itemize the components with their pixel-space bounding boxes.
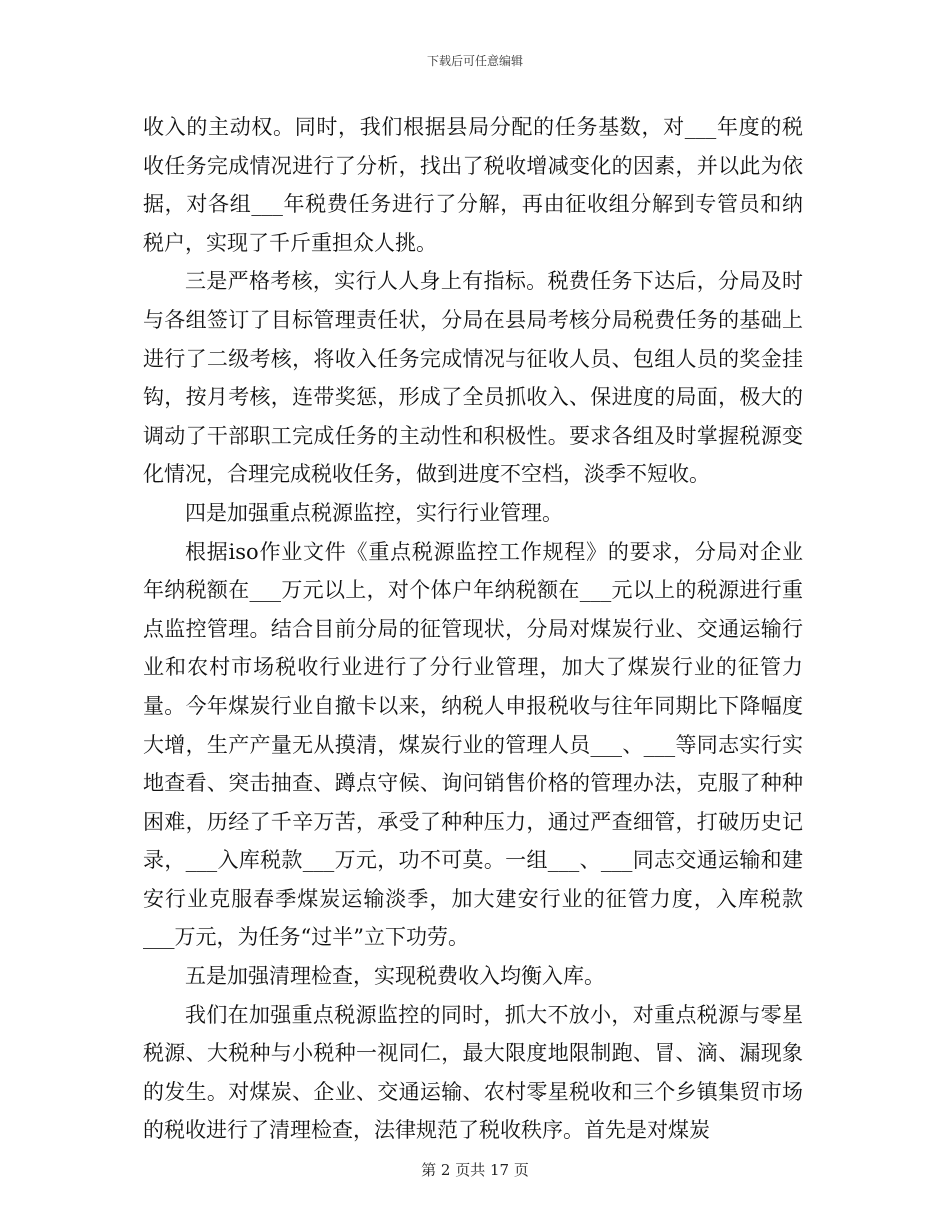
paragraph-heading-cleanup-inspection: 五是加强清理检查，实现税费收入均衡入库。 — [185, 964, 605, 989]
paragraph-strict-assessment: 三是严格考核，实行人人身上有指标。税费任务下达后，分局及时与各组签订了目标管理责任状，分局在县局考核分局税费任务的基础上进行了二级考核，将收入任务完成情况与征收人员、包组人员的奖金挂钩，按月考核，连带奖惩，形成了全员抓收入、保进度的局面，极大的调动了干部职工完成任务的主动性和积极性。要求各组及时掌握税源变化情况，合理完成税收任务，做到进度不空档，淡季不短收。 — [143, 269, 803, 487]
paragraph-continued: 收入的主动权。同时，我们根据县局分配的任务基数，对___年度的税收任务完成情况进行了分析，找出了税收增减变化的因素，并以此为依据，对各组___年税费任务进行了分解，再由征收组分解到专管员和纳税户，实现了千斤重担众人挑。 — [143, 115, 803, 255]
paragraph-cleanup-inspection-detail: 我们在加强重点税源监控的同时，抓大不放小，对重点税源与零星税源、大税种与小税种一视同仁，最大限度地限制跑、冒、滴、漏现象的发生。对煤炭、企业、交通运输、农村零星税收和三个乡镇集贸市场的税收进行了清理检查，法律规范了税收秩序。首先是对煤炭 — [143, 1002, 803, 1143]
page-footer: 第 2 页共 17 页 — [421, 1161, 529, 1179]
page-header: 下载后可任意编辑 — [426, 54, 523, 68]
document-body — [143, 108, 803, 1150]
paragraph-heading-key-tax-source: 四是加强重点税源监控，实行行业管理。 — [185, 500, 563, 525]
paragraph-key-tax-source-detail: 根据iso作业文件《重点税源监控工作规程》的要求，分局对企业年纳税额在___万元以上，对个体户年纳税额在___元以上的税源进行重点监控管理。结合目前分局的征管现状，分局对煤炭行业、交通运输行业和农村市场税收行业进行了分行业管理，加大了煤炭行业的征管力量。今年煤炭行业自撤卡以来，纳税人申报税收与往年同期比下降幅度大增，生产产量无从摸清，煤炭行业的管理人员___、___等同志实行实地查看、突击抽查、蹲点守候、询问销售价格的管理办法，克服了种种困难，历经了千辛万苦，承受了种种压力，通过严查细管，打破历史记录，___入库税款___万元，功不可莫。一组___、___同志交通运输和建安行业克服春季煤炭运输淡季，加大建安行业的征管力度，入库税款___万元，为任务“过半”立下功劳。 — [143, 539, 803, 950]
